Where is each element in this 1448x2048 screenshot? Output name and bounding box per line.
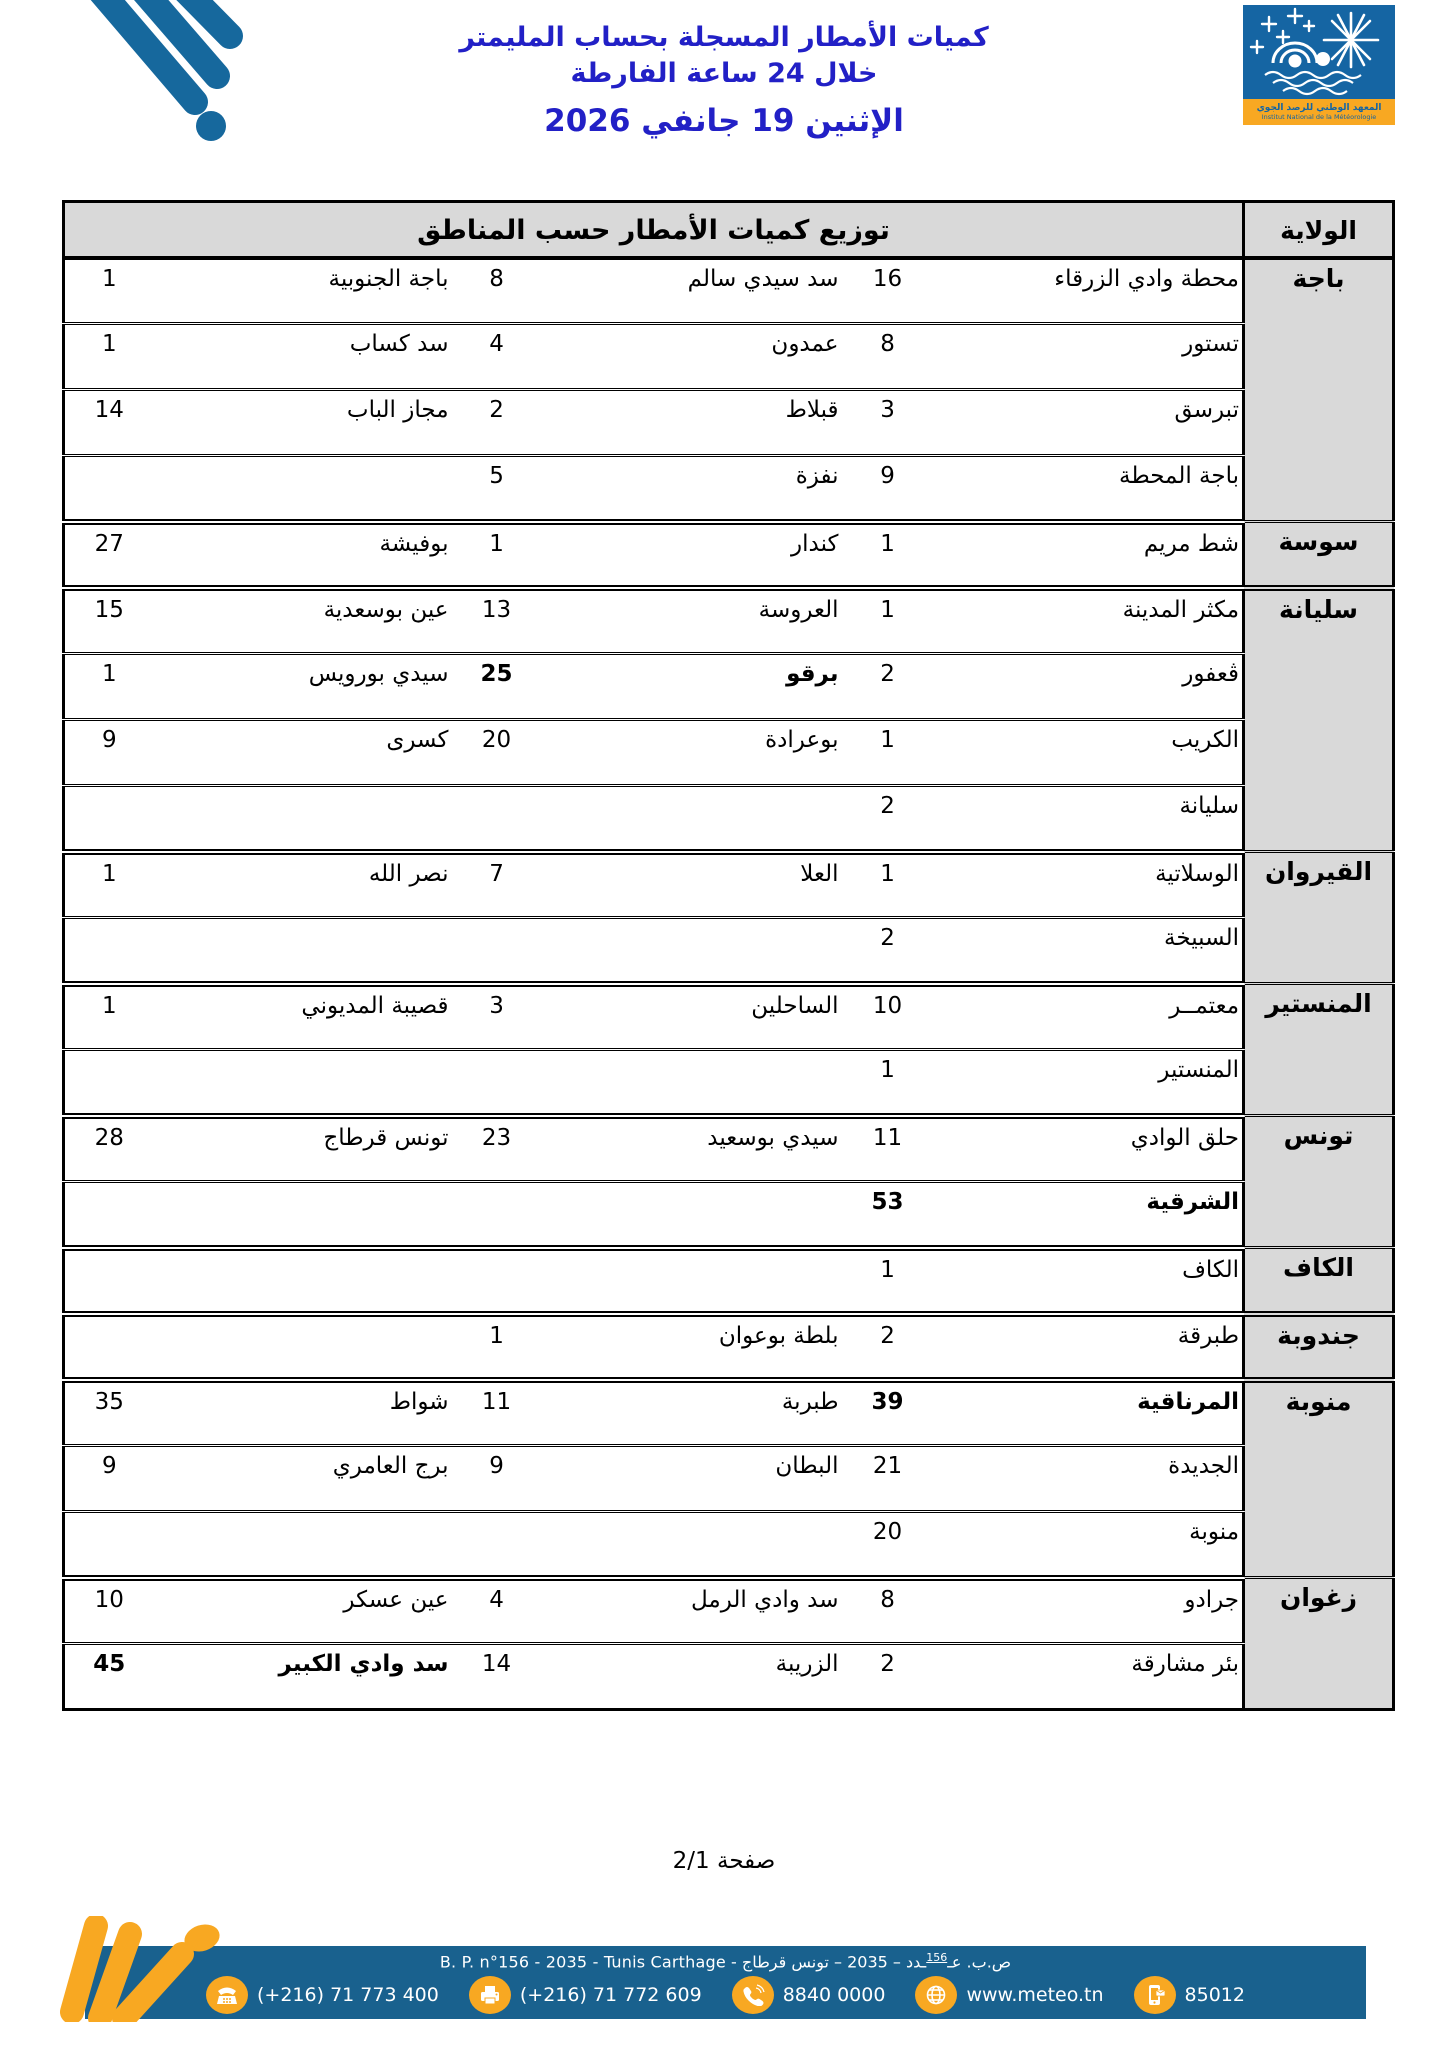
rain-value-cell (64, 456, 154, 522)
rain-value-cell: 5 (452, 456, 542, 522)
table-header-row (64, 202, 1394, 258)
station-name-cell: برج العامري (154, 1446, 452, 1512)
address-latin: B. P. n°156 - 2035 - Tunis Carthage (439, 1952, 726, 1972)
station-name-cell: طبربة (542, 1380, 842, 1446)
rain-value-cell: 9 (64, 720, 154, 786)
station-name-cell: العلا (542, 852, 842, 918)
station-name-cell (542, 1182, 842, 1248)
station-name-cell (154, 918, 452, 984)
rain-value-cell: 20 (842, 1512, 934, 1578)
station-name-cell: برقو (542, 654, 842, 720)
station-name-cell (542, 786, 842, 852)
station-name-cell: سد سيدي سالم (542, 258, 842, 324)
wilaya-cell: سليانة (1244, 588, 1394, 852)
station-name-cell: بلطة بوعوان (542, 1314, 842, 1380)
station-name-cell: قبلاط (542, 390, 842, 456)
wilaya-cell: الكاف (1244, 1248, 1394, 1314)
address-arabic-prefix: ص.ب. عـ (947, 1952, 1012, 1972)
rain-value-cell (452, 1050, 542, 1116)
address-line (440, 1951, 1011, 1971)
station-name-cell: طبرقة (934, 1314, 1244, 1380)
rain-value-cell (64, 918, 154, 984)
wilaya-cell: سوسة (1244, 522, 1394, 588)
station-name-cell: مجاز الباب (154, 390, 452, 456)
table-row (64, 1446, 1394, 1512)
rain-value-cell: 16 (842, 258, 934, 324)
station-name-cell: عمدون (542, 324, 842, 390)
station-name-cell: نفزة (542, 456, 842, 522)
station-name-cell (154, 1314, 452, 1380)
wilaya-cell: القيروان (1244, 852, 1394, 984)
rain-value-cell: 8 (842, 324, 934, 390)
station-name-cell (542, 1512, 842, 1578)
contact-row (206, 1976, 1245, 2014)
contact-phone-number: (+216) 71 773 400 (257, 1983, 439, 2006)
contact-sms-number: 85012 (1184, 1983, 1245, 2006)
inm-logo (1243, 5, 1395, 125)
station-name-cell: مكثر المدينة (934, 588, 1244, 654)
station-name-cell (154, 1248, 452, 1314)
rain-value-cell: 2 (842, 786, 934, 852)
address-box-number: 156 (926, 1951, 948, 1965)
station-name-cell: باجة الجنوبية (154, 258, 452, 324)
report-date: الإثنين 19 جانفي 2026 (544, 103, 904, 139)
rain-value-cell: 14 (481, 1651, 512, 1677)
contact-website (915, 1976, 1103, 2014)
station-name-cell: الكاف (934, 1248, 1244, 1314)
rain-value-cell: 35 (64, 1380, 154, 1446)
inm-logo-picture (1243, 5, 1395, 99)
address-arabic-suffix: ـدد – 2035 – تونس قرطاج - (731, 1952, 927, 1972)
rain-value-cell: 2 (452, 390, 542, 456)
station-name-cell: حلق الوادي (934, 1116, 1244, 1182)
rain-value-cell (452, 1248, 542, 1314)
station-name-cell: الساحلين (542, 984, 842, 1050)
station-name-cell: بئر مشارقة (1131, 1651, 1240, 1677)
station-name-cell: كسرى (154, 720, 452, 786)
rain-value-cell: 53 (842, 1182, 934, 1248)
rain-value-cell: 1 (842, 522, 934, 588)
rain-value-cell (64, 1248, 154, 1314)
station-name-cell (154, 456, 452, 522)
rain-value-cell: 27 (64, 522, 154, 588)
station-name-cell: كندار (542, 522, 842, 588)
table-row (64, 1248, 1394, 1314)
title-line-1: كميات الأمطار المسجلة بحساب المليمتر (459, 22, 989, 53)
fax-icon (469, 1976, 511, 2014)
rain-value-cell: 15 (64, 588, 154, 654)
station-name-cell: شواط (154, 1380, 452, 1446)
table-row (64, 1644, 1394, 1710)
title-line-2: خلال 24 ساعة الفارطة (570, 58, 878, 89)
rain-value-cell: 1 (842, 1248, 934, 1314)
station-name-cell: سد وادي الرمل (542, 1578, 842, 1644)
rain-value-cell: 13 (452, 588, 542, 654)
contact-website-url: www.meteo.tn (966, 1983, 1104, 2006)
contact-hotline-number: 8840 0000 (782, 1983, 886, 2006)
rain-value-cell: 1 (64, 654, 154, 720)
table-row (64, 918, 1394, 984)
rain-value-cell (64, 1512, 154, 1578)
contact-fax (469, 1976, 702, 2014)
station-name-cell: المنستير (934, 1050, 1244, 1116)
rain-value-cell: 9 (452, 1446, 542, 1512)
station-name-cell (154, 1512, 452, 1578)
weather-logo-icon (1243, 5, 1395, 99)
station-name-cell: سليانة (934, 786, 1244, 852)
table-row (64, 588, 1394, 654)
table-row (64, 324, 1394, 390)
rain-value-cell: 1 (842, 588, 934, 654)
station-name-cell: الكريب (934, 720, 1244, 786)
table-row (64, 984, 1394, 1050)
station-name-cell (542, 1050, 842, 1116)
rain-value-cell (64, 1050, 154, 1116)
rain-value-cell: 11 (452, 1380, 542, 1446)
station-name-cell: الزريبة (775, 1651, 839, 1677)
rain-value-cell: 8 (842, 1578, 934, 1644)
rain-value-cell (64, 1182, 154, 1248)
rain-value-cell: 25 (452, 654, 542, 720)
station-name-cell (154, 1050, 452, 1116)
rain-value-cell: 9 (64, 1446, 154, 1512)
station-name-cell: باجة المحطة (934, 456, 1244, 522)
inm-logo-band (1243, 99, 1395, 125)
station-name-cell: السبيخة (934, 918, 1244, 984)
rain-value-cell (452, 918, 542, 984)
inm-name-french: Institut National de la Météorologie (1261, 113, 1377, 121)
rain-value-cell: 3 (842, 390, 934, 456)
rain-value-cell: 1 (64, 258, 154, 324)
wilaya-cell: المنستير (1244, 984, 1394, 1116)
rain-value-cell: 2 (842, 1314, 934, 1380)
rain-value-cell: 10 (842, 984, 934, 1050)
rain-value-cell: 10 (64, 1578, 154, 1644)
station-name-cell: البطان (542, 1446, 842, 1512)
station-name-cell: تبرسق (934, 390, 1244, 456)
table-row (64, 786, 1394, 852)
rain-value-cell: 2 (880, 1651, 895, 1677)
station-name-cell (154, 786, 452, 852)
station-name-cell: الوسلاتية (934, 852, 1244, 918)
rain-value-cell: 1 (842, 852, 934, 918)
station-name-cell: عين بوسعدية (154, 588, 452, 654)
station-name-cell: معتمــر (934, 984, 1244, 1050)
station-name-cell: سد كساب (154, 324, 452, 390)
footer-streaks-logo (52, 1916, 232, 2022)
rain-value-cell: 4 (452, 1578, 542, 1644)
wilaya-cell: زغوان (1244, 1578, 1394, 1710)
station-name-cell: المرناقية (934, 1380, 1244, 1446)
rain-value-cell (452, 1182, 542, 1248)
rain-value-cell: 39 (842, 1380, 934, 1446)
wilaya-cell: تونس (1244, 1116, 1394, 1248)
station-name-cell: محطة وادي الزرقاء (934, 258, 1244, 324)
table-row (64, 1380, 1394, 1446)
station-name-cell: تستور (934, 324, 1244, 390)
table-row (64, 720, 1394, 786)
rain-streaks-logo (55, 0, 255, 145)
table-row (64, 390, 1394, 456)
rain-value-cell: 1 (64, 324, 154, 390)
table-row (64, 852, 1394, 918)
station-name-cell: العروسة (542, 588, 842, 654)
rain-value-cell: 1 (842, 720, 934, 786)
station-name-cell: الجديدة (934, 1446, 1244, 1512)
station-name-cell: سيدي بوسعيد (542, 1116, 842, 1182)
station-name-cell: قصيبة المديوني (154, 984, 452, 1050)
contact-sms (1134, 1976, 1245, 2014)
rain-value-cell: 11 (842, 1116, 934, 1182)
rain-value-cell (64, 786, 154, 852)
station-name-cell (542, 918, 842, 984)
table-row (64, 1050, 1394, 1116)
station-name-cell: عين عسكر (154, 1578, 452, 1644)
station-name-cell: نصر الله (154, 852, 452, 918)
station-name-cell (154, 1182, 452, 1248)
rain-value-cell: 28 (64, 1116, 154, 1182)
globe-icon (915, 1976, 957, 2014)
rain-value-cell: 3 (452, 984, 542, 1050)
rain-value-cell: 2 (842, 654, 934, 720)
rain-table-body (64, 258, 1394, 1710)
rain-value-cell: 1 (842, 1050, 934, 1116)
table-row (64, 1116, 1394, 1182)
contact-fax-number: (+216) 71 772 609 (519, 1983, 702, 2006)
rain-value-cell (452, 786, 542, 852)
rain-streaks-icon (55, 0, 255, 145)
table-row (64, 258, 1394, 324)
rain-value-cell: 1 (452, 522, 542, 588)
wilaya-cell: جندوبة (1244, 1314, 1394, 1380)
rain-value-cell: 45 (93, 1651, 126, 1677)
station-name-cell: تونس قرطاج (154, 1116, 452, 1182)
station-name-cell: سد وادي الكبير (278, 1651, 449, 1677)
rain-value-cell: 21 (842, 1446, 934, 1512)
table-row (64, 1314, 1394, 1380)
rain-value-cell: 14 (64, 390, 154, 456)
table-row (64, 1182, 1394, 1248)
wilaya-cell: منوبة (1244, 1380, 1394, 1578)
rain-value-cell (452, 1512, 542, 1578)
rain-value-cell: 2 (842, 918, 934, 984)
station-name-cell: جرادو (934, 1578, 1244, 1644)
contact-phone (206, 1976, 439, 2014)
station-name-cell: الشرقية (934, 1182, 1244, 1248)
inm-name-arabic: المعهد الوطني للرصد الجوي (1256, 103, 1382, 113)
footer-bar (85, 1946, 1366, 2019)
station-name-cell: بوفيشة (154, 522, 452, 588)
page-title (374, 20, 1074, 92)
table-row (64, 654, 1394, 720)
contact-hotline (732, 1976, 886, 2014)
mobile-icon (1134, 1976, 1176, 2014)
handset-icon (732, 1976, 774, 2014)
table-row (64, 522, 1394, 588)
station-name-cell (542, 1248, 842, 1314)
rain-value-cell: 23 (452, 1116, 542, 1182)
station-name-cell: منوبة (934, 1512, 1244, 1578)
station-name-cell: سيدي بورويس (154, 654, 452, 720)
station-name-cell: بوعرادة (542, 720, 842, 786)
yellow-streaks-icon (52, 1916, 232, 2022)
table-title-header: توزيع كميات الأمطار حسب المناطق (64, 202, 1244, 258)
table-row (64, 456, 1394, 522)
wilaya-column-header: الولاية (1244, 202, 1394, 258)
rain-value-cell: 1 (64, 852, 154, 918)
rain-value-cell: 4 (452, 324, 542, 390)
station-name-cell: شط مريم (934, 522, 1244, 588)
rain-value-cell: 9 (842, 456, 934, 522)
rain-value-cell: 1 (64, 984, 154, 1050)
rain-value-cell: 1 (452, 1314, 542, 1380)
table-row (64, 1512, 1394, 1578)
page-number: صفحة 2/1 (672, 1848, 776, 1874)
table-row (64, 1578, 1394, 1644)
rainfall-table (62, 200, 1395, 1711)
rain-value-cell: 8 (452, 258, 542, 324)
rain-value-cell: 20 (452, 720, 542, 786)
rain-value-cell: 7 (452, 852, 542, 918)
wilaya-cell: باجة (1244, 258, 1394, 522)
station-name-cell: ڨعفور (934, 654, 1244, 720)
rain-value-cell (64, 1314, 154, 1380)
